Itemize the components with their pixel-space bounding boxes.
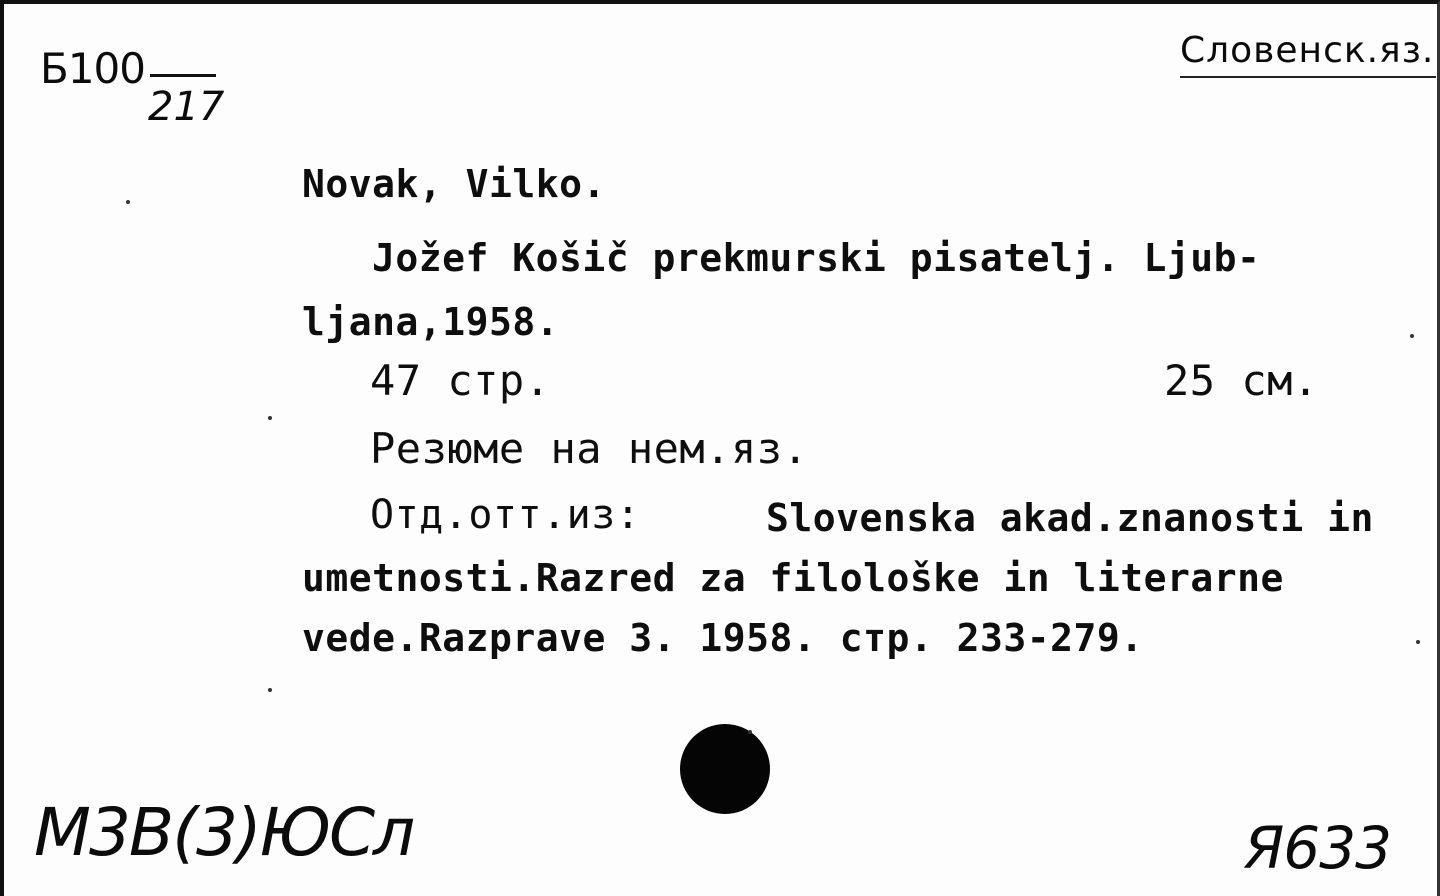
title-line-1: Jožef Košič prekmurski pisatelj. Ljub- <box>372 236 1261 280</box>
title-line-2: ljana,1958. <box>302 300 560 344</box>
dust-speck <box>126 200 130 204</box>
series-line-1: umetnosti.Razred za filološke in literarne <box>302 556 1284 600</box>
pages-count: 47 стр. <box>370 356 551 405</box>
inventory-number: Я633 <box>1244 814 1392 882</box>
dust-speck <box>748 730 752 734</box>
language-tag-underline <box>1180 76 1436 78</box>
dust-speck <box>1416 640 1420 644</box>
shelf-mark-bottom: 217 <box>148 84 225 130</box>
offprint-source: Slovenska akad.znanosti in <box>766 496 1374 540</box>
series-line-2: vede.Razprave 3. 1958. стр. 233-279. <box>302 616 1144 660</box>
offprint-label: Отд.отт.из: <box>370 492 641 538</box>
book-size: 25 см. <box>1164 356 1319 405</box>
dust-speck <box>1410 334 1414 338</box>
dust-speck <box>268 416 272 420</box>
classification-code: М3В(3)ЮСл <box>34 794 414 871</box>
dust-speck <box>268 688 272 692</box>
shelf-mark-divider <box>150 74 216 77</box>
language-tag: Словенск.яз. <box>1180 30 1435 71</box>
summary-note: Резюме на нем.яз. <box>370 424 809 473</box>
author-heading: Novak, Vilko. <box>302 162 606 206</box>
punch-hole <box>680 724 770 814</box>
shelf-mark-top: Б100 <box>40 44 145 93</box>
